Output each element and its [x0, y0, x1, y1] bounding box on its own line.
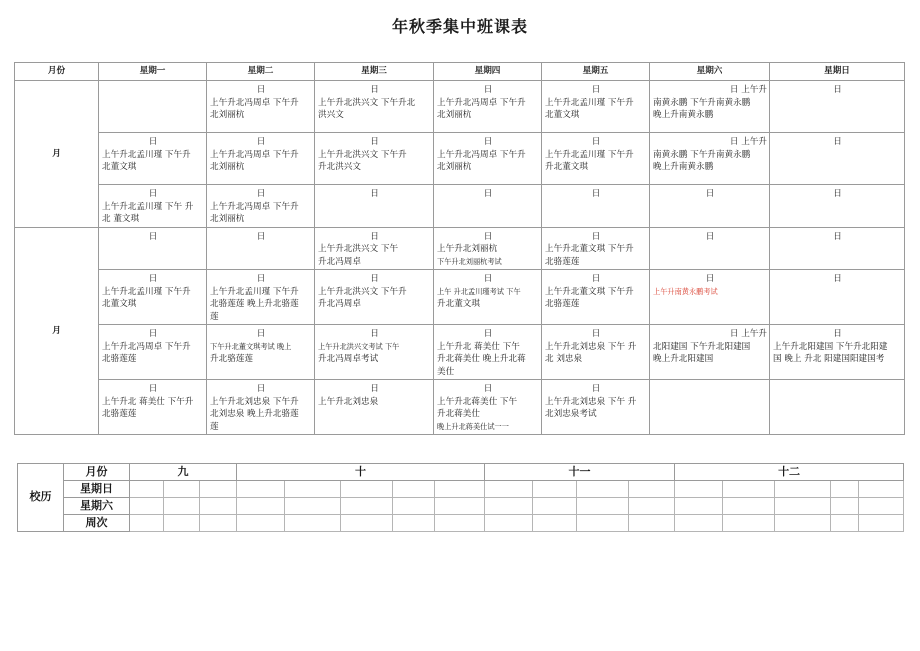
- calendar-cell: [164, 515, 200, 532]
- schedule-cell: [315, 133, 434, 185]
- cell-day-line: 日: [148, 137, 158, 147]
- cell-class-line: 晚上升南黄永鹏: [653, 110, 714, 120]
- calendar-cell: [130, 515, 164, 532]
- cell-day-line: 日: [483, 137, 493, 147]
- schedule-row: [15, 325, 905, 380]
- calendar-cell: [435, 515, 485, 532]
- month-label: 月: [15, 227, 99, 435]
- cell-class-line: 北骆莲莲 晚上升北骆莲: [210, 299, 299, 309]
- cell-class-line: 晚上升南黄永鹏: [653, 162, 714, 172]
- calendar-week-row: [18, 515, 904, 532]
- cell-day-line: 日: [833, 189, 842, 199]
- calendar-cell: [164, 498, 200, 515]
- page-title: 年秋季集中班课表: [391, 17, 528, 36]
- cell-class-line: 洪兴文: [318, 110, 344, 120]
- calendar-cell: [831, 515, 859, 532]
- schedule-cell: [434, 270, 542, 325]
- schedule-cell: [542, 81, 650, 133]
- cell-day-line: 日: [370, 231, 379, 242]
- schedule-cell: [99, 227, 207, 270]
- calendar-cell: [775, 481, 831, 498]
- month-label: 月: [15, 81, 99, 228]
- schedule-cell: [207, 380, 315, 435]
- schedule-cell: [207, 81, 315, 133]
- cell-day-line: 日: [148, 189, 158, 199]
- school-calendar-table: [17, 463, 904, 532]
- schedule-cell: [207, 325, 315, 380]
- calendar-cell: [859, 515, 904, 532]
- cell-class-line: 升北冯周卓: [318, 299, 361, 309]
- cell-class-line: 上午升北董文琪 下午升: [545, 286, 634, 297]
- calendar-label: 校历: [18, 464, 64, 532]
- cell-day-line: 日: [591, 274, 601, 284]
- schedule-header-row: [15, 63, 905, 81]
- cell-class-line: 北刘丽杭: [210, 214, 245, 224]
- cell-day-line: 日: [833, 231, 842, 242]
- cell-class-line: 上午升北洪兴文考试 下午: [318, 341, 400, 351]
- cell-class-line: 升北冯周卓考试: [318, 354, 379, 364]
- schedule-cell: [99, 270, 207, 325]
- calendar-cell: [237, 481, 285, 498]
- calendar-row-label: 月份: [64, 464, 130, 481]
- cell-class-line: 上午升北孟川瑾 下午 升: [102, 201, 194, 212]
- cell-class-line: 升北蒋美仕: [437, 409, 480, 419]
- cell-class-line: 上午升北冯周卓 下午升: [437, 97, 526, 108]
- cell-class-line: 上午升北洪兴文 下午升: [318, 149, 407, 160]
- schedule-cell: [207, 185, 315, 228]
- cell-class-line: 上午升北董文琪 下午升: [545, 244, 634, 254]
- cell-day-line: 日: [591, 85, 601, 95]
- cell-class-line: 北 董文琪: [102, 214, 140, 224]
- header-saturday: 星期六: [650, 63, 770, 81]
- cell-class-line: 上午升北洪兴文 下午: [318, 244, 399, 254]
- cell-class-line: 上午升北洪兴文 下午升: [318, 286, 407, 297]
- cell-day-line: 日: [483, 85, 493, 95]
- schedule-cell: [315, 380, 434, 435]
- cell-class-line: 北刘丽杭: [210, 110, 245, 120]
- calendar-cell: [237, 515, 285, 532]
- calendar-cell: [341, 498, 393, 515]
- schedule-cell: [650, 325, 770, 380]
- calendar-cell: [341, 481, 393, 498]
- calendar-cell: [775, 515, 831, 532]
- cell-class-line: 上午升北蒋美仕 下午: [437, 396, 518, 407]
- schedule-cell: [315, 185, 434, 228]
- cell-day-line: 日: [256, 231, 266, 242]
- cell-class-line: 下午升北董文琪考试 晚上: [210, 341, 292, 351]
- calendar-cell: [130, 498, 164, 515]
- schedule-cell: [207, 133, 315, 185]
- schedule-cell: [770, 133, 905, 185]
- schedule-cell: [434, 185, 542, 228]
- calendar-cell: [831, 481, 859, 498]
- schedule-cell: [434, 133, 542, 185]
- cell-class-line: 上午升北洪兴文 下午升北: [318, 97, 416, 108]
- cell-class-line: 北 刘忠泉: [545, 354, 583, 364]
- cell-day-line: 日 上午升: [729, 329, 767, 339]
- schedule-row: [15, 81, 905, 133]
- cell-class-line: 上午升北孟川瑾 下午升: [102, 286, 191, 297]
- calendar-cell: [577, 515, 629, 532]
- schedule-cell: [99, 133, 207, 185]
- cell-class-line: 上午升北孟川瑾 下午升: [545, 149, 634, 160]
- calendar-cell: [629, 481, 675, 498]
- calendar-sunday-row: [18, 481, 904, 498]
- cell-day-line: 日: [370, 274, 379, 284]
- calendar-row-label: 星期日: [64, 481, 130, 498]
- cell-class-line: 上午升北刘忠泉 下午 升: [545, 341, 637, 352]
- cell-day-line: 日: [256, 189, 266, 199]
- cell-class-line: 北刘忠泉考试: [545, 409, 597, 419]
- schedule-cell: [542, 325, 650, 380]
- schedule-cell: [650, 81, 770, 133]
- calendar-cell: [533, 498, 577, 515]
- cell-day-line: 日: [705, 189, 715, 199]
- schedule-cell: [99, 380, 207, 435]
- cell-class-line: 升北冯周卓: [318, 256, 361, 267]
- schedule-row: [15, 380, 905, 435]
- calendar-month: 九: [130, 464, 237, 481]
- cell-class-line: 上午 升北孟川瑾考试 下午: [437, 286, 521, 296]
- header-month: 月份: [15, 63, 99, 81]
- cell-class-line: 上午升北冯周卓 下午升: [210, 97, 299, 108]
- schedule-cell: [770, 185, 905, 228]
- header-monday: 星期一: [99, 63, 207, 81]
- schedule-cell: [99, 81, 207, 133]
- cell-day-line: 日: [370, 329, 379, 339]
- cell-day-line: 日: [483, 329, 493, 339]
- schedule-table: [14, 62, 905, 435]
- calendar-cell: [285, 498, 341, 515]
- cell-class-line: 北阳建国 下午升北阳建国: [653, 341, 751, 352]
- cell-day-line: 日: [591, 189, 601, 199]
- cell-day-line: 日: [591, 137, 601, 147]
- cell-class-line: 北刘丽杭: [210, 162, 245, 172]
- cell-class-line: 上午升北冯周卓 下午升: [210, 149, 299, 160]
- schedule-row: [15, 227, 905, 270]
- cell-class-line: 上午升北孟川瑾 下午升: [210, 286, 299, 297]
- calendar-cell: [237, 498, 285, 515]
- calendar-cell: [393, 481, 435, 498]
- cell-class-line: 上午升北阳建国 下午升北阳建: [773, 341, 888, 352]
- calendar-cell: [675, 498, 723, 515]
- calendar-cell: [577, 498, 629, 515]
- schedule-cell: [99, 185, 207, 228]
- schedule-cell: [315, 227, 434, 270]
- header-thursday: 星期四: [434, 63, 542, 81]
- schedule-cell: [650, 133, 770, 185]
- calendar-cell: [629, 515, 675, 532]
- cell-day-line: 日: [591, 384, 601, 394]
- header-tuesday: 星期二: [207, 63, 315, 81]
- schedule-cell: [207, 227, 315, 270]
- schedule-cell: [650, 380, 770, 435]
- cell-day-line: 日: [705, 274, 715, 284]
- cell-class-line: 南黄永鹏 下午升南黄永鹏: [653, 97, 751, 108]
- schedule-cell: [542, 185, 650, 228]
- cell-day-line: 日: [370, 384, 379, 394]
- cell-class-line: 北骆莲莲: [545, 299, 580, 309]
- calendar-row-label: 星期六: [64, 498, 130, 515]
- cell-class-line: 晚上升北蒋美仕试一一: [437, 421, 509, 431]
- cell-day-line: 日: [483, 189, 493, 199]
- schedule-cell: [542, 380, 650, 435]
- cell-class-line: 北刘丽杭: [437, 162, 472, 172]
- cell-class-line: 上午升北刘丽杭: [437, 244, 498, 254]
- cell-class-line: 上午升北冯周卓 下午升: [437, 149, 526, 160]
- calendar-cell: [285, 515, 341, 532]
- calendar-cell: [285, 481, 341, 498]
- schedule-cell: [650, 227, 770, 270]
- cell-class-line: 上午升北刘忠泉 下午升: [210, 396, 299, 407]
- calendar-cell: [859, 481, 904, 498]
- cell-class-line: 美仕: [437, 366, 455, 377]
- calendar-cell: [485, 515, 533, 532]
- cell-class-line: 北董文琪: [102, 299, 137, 309]
- cell-class-line: 上午升北 蒋美仕 下午升: [102, 396, 194, 407]
- cell-day-line: 日: [833, 85, 842, 95]
- calendar-cell: [675, 481, 723, 498]
- cell-class-line: 莲: [210, 421, 219, 432]
- calendar-cell: [341, 515, 393, 532]
- schedule-cell: [315, 325, 434, 380]
- cell-class-line: 升北董文琪: [437, 299, 480, 309]
- calendar-cell: [629, 498, 675, 515]
- cell-day-line: 日: [256, 274, 266, 284]
- calendar-cell: [859, 498, 904, 515]
- schedule-cell: [770, 227, 905, 270]
- calendar-month: 十: [237, 464, 485, 481]
- cell-day-line: 日: [833, 274, 842, 284]
- cell-day-line: 日: [705, 231, 715, 242]
- calendar-cell: [130, 481, 164, 498]
- calendar-cell: [200, 481, 237, 498]
- cell-class-line: 升北董文琪: [545, 162, 588, 172]
- schedule-cell: [434, 227, 542, 270]
- calendar-row-label: 周次: [64, 515, 130, 532]
- schedule-cell: [770, 380, 905, 435]
- calendar-cell: [200, 515, 237, 532]
- cell-day-line: 日: [148, 384, 158, 394]
- calendar-month-row: [18, 464, 904, 481]
- cell-day-line: 日: [483, 384, 493, 394]
- calendar-month: 十一: [485, 464, 675, 481]
- calendar-cell: [393, 498, 435, 515]
- calendar-cell: [775, 498, 831, 515]
- schedule-cell: [770, 270, 905, 325]
- schedule-row: [15, 270, 905, 325]
- schedule-cell: [542, 133, 650, 185]
- cell-day-line: 日: [591, 231, 601, 242]
- schedule-cell: [99, 325, 207, 380]
- cell-class-line: 晚上升北阳建国: [653, 354, 714, 364]
- cell-class-line: 下午升北刘丽杭考试: [437, 256, 502, 266]
- cell-day-line: 日 上午升: [729, 137, 767, 147]
- calendar-cell: [533, 481, 577, 498]
- schedule-cell: [770, 325, 905, 380]
- cell-day-line: 日: [148, 274, 158, 284]
- cell-class-line: 北骆莲莲: [545, 256, 580, 267]
- cell-class-line: 上午升北孟川瑾 下午升: [102, 149, 191, 160]
- cell-class-line: 上午升北孟川瑾 下午升: [545, 97, 634, 108]
- cell-day-line: 日: [483, 274, 493, 284]
- schedule-cell: [542, 270, 650, 325]
- cell-day-line: 日: [148, 231, 158, 242]
- schedule-cell: [434, 325, 542, 380]
- cell-class-line: 上午升南黄永鹏考试: [653, 286, 718, 296]
- cell-day-line: 日: [833, 329, 842, 339]
- schedule-cell: [207, 270, 315, 325]
- header-friday: 星期五: [542, 63, 650, 81]
- calendar-cell: [723, 515, 775, 532]
- header-wednesday: 星期三: [315, 63, 434, 81]
- cell-class-line: 国 晚上 升北 阳建国阳建国考: [773, 354, 885, 364]
- cell-class-line: 上午升北刘忠泉: [318, 396, 379, 407]
- cell-day-line: 日: [370, 137, 379, 147]
- calendar-cell: [200, 498, 237, 515]
- calendar-cell: [393, 515, 435, 532]
- calendar-cell: [577, 481, 629, 498]
- cell-day-line: 日: [483, 231, 493, 242]
- cell-class-line: 北骆莲莲: [102, 354, 137, 364]
- cell-day-line: 日: [256, 85, 266, 95]
- calendar-cell: [435, 498, 485, 515]
- cell-class-line: 上午升北 蒋美仕 下午: [437, 341, 520, 352]
- cell-day-line: 日: [370, 85, 379, 95]
- cell-day-line: 日 上午升: [729, 85, 767, 95]
- cell-class-line: 南黄永鹏 下午升南黄永鹏: [653, 149, 751, 160]
- schedule-cell: [650, 270, 770, 325]
- calendar-saturday-row: [18, 498, 904, 515]
- calendar-month: 十二: [675, 464, 904, 481]
- cell-class-line: 北董文琪: [545, 110, 580, 120]
- cell-day-line: 日: [370, 189, 379, 199]
- calendar-cell: [533, 515, 577, 532]
- cell-day-line: 日: [833, 137, 842, 147]
- cell-class-line: 北骆莲莲: [102, 409, 137, 419]
- cell-class-line: 升北蒋美仕 晚上升北蒋: [437, 354, 526, 364]
- schedule-cell: [770, 81, 905, 133]
- schedule-cell: [434, 81, 542, 133]
- schedule-row: [15, 133, 905, 185]
- header-sunday: 星期日: [770, 63, 905, 81]
- schedule-cell: [315, 81, 434, 133]
- cell-class-line: 上午升北刘忠泉 下午 升: [545, 396, 637, 407]
- schedule-cell: [542, 227, 650, 270]
- schedule-cell: [650, 185, 770, 228]
- schedule-row: [15, 185, 905, 228]
- cell-class-line: 北刘丽杭: [437, 110, 472, 120]
- cell-class-line: 升北骆莲莲: [210, 354, 253, 364]
- calendar-cell: [675, 515, 723, 532]
- cell-day-line: 日: [256, 329, 266, 339]
- calendar-cell: [831, 498, 859, 515]
- schedule-cell: [315, 270, 434, 325]
- cell-class-line: 上午升北冯周卓 下午升: [102, 341, 191, 352]
- calendar-cell: [723, 481, 775, 498]
- calendar-cell: [485, 481, 533, 498]
- cell-class-line: 北董文琪: [102, 162, 137, 172]
- cell-class-line: 上午升北冯周卓 下午升: [210, 201, 299, 212]
- calendar-cell: [164, 481, 200, 498]
- cell-day-line: 日: [256, 137, 266, 147]
- calendar-cell: [723, 498, 775, 515]
- calendar-cell: [435, 481, 485, 498]
- cell-class-line: 莲: [210, 311, 219, 322]
- schedule-cell: [434, 380, 542, 435]
- calendar-cell: [485, 498, 533, 515]
- cell-day-line: 日: [256, 384, 266, 394]
- cell-class-line: 升北洪兴文: [318, 162, 361, 172]
- cell-day-line: 日: [591, 329, 601, 339]
- cell-day-line: 日: [148, 329, 158, 339]
- cell-class-line: 北刘忠泉 晚上升北骆莲: [210, 409, 299, 419]
